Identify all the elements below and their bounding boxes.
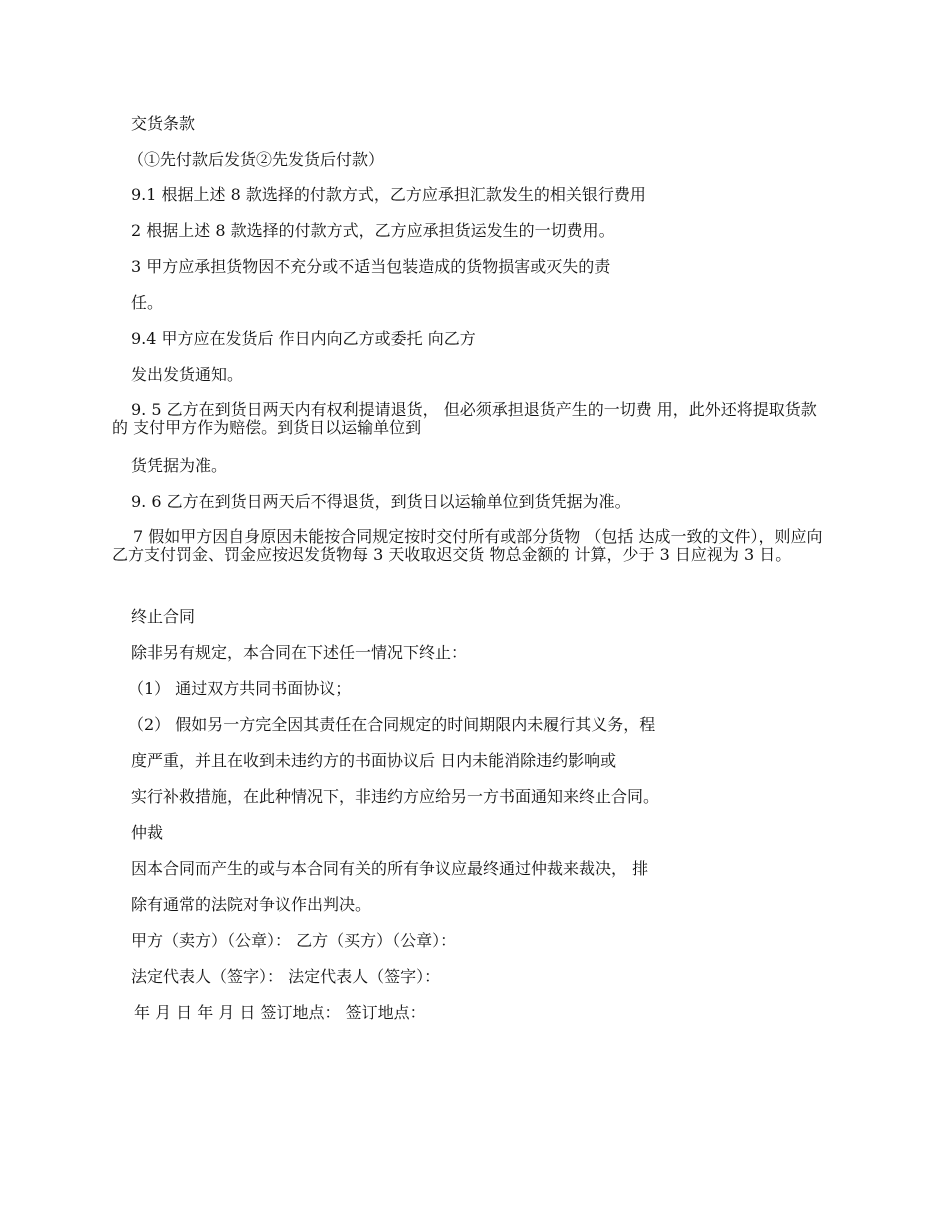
clause-9-3-continuation: 任。 [131, 293, 164, 312]
arbitration-continuation: 除有通常的法院对争议作出判决。 [131, 895, 372, 914]
signature-representative-line: 法定代表人（签字）： 法定代表人（签字）： [131, 967, 441, 986]
heading-delivery-terms: 交货条款 [131, 114, 196, 133]
clause-9-6-text: 9. 6 乙方在到货日两天后不得退货，到货日以运输单位到货凭据为准。 [131, 492, 631, 511]
payment-options-text: （①先付款后发货②先发货后付款） [128, 150, 385, 169]
termination-intro-text: 除非另有规定，本合同在下述任一情况下终止： [131, 643, 468, 662]
heading-termination: 终止合同 [131, 607, 196, 626]
clause-9-2-text: 2 根据上述 8 款选择的付款方式，乙方应承担货运发生的一切费用。 [131, 221, 615, 240]
clause-9-5-text: 9. 5 乙方在到货日两天内有权利提请退货， 但必须承担退货产生的一切费 用，此外还将提取货款的 支付甲方作为赔偿。到货日以运输单位到 [112, 400, 817, 437]
signature-date-place-line: 年 月 日 年 月 日 签订地点： 签订地点： [134, 1003, 426, 1022]
clause-9-3-text: 3 甲方应承担货物因不充分或不适当包装造成的货物损害或灭失的责 [131, 257, 611, 276]
heading-arbitration: 仲裁 [131, 823, 164, 842]
arbitration-text: 因本合同而产生的或与本合同有关的所有争议应最终通过仲裁来裁决， 排 [131, 859, 649, 878]
clause-9-4-text: 9.4 甲方应在发货后 作日内向乙方或委托 向乙方 [131, 329, 476, 348]
termination-item-1: （1） 通过双方共同书面协议； [128, 679, 352, 698]
clause-9-1-text: 9.1 根据上述 8 款选择的付款方式，乙方应承担汇款发生的相关银行费用 [131, 185, 646, 204]
termination-item-2-continuation: 度严重，并且在收到未违约方的书面协议后 日内未能消除违约影响或 [131, 751, 617, 770]
signature-party-line: 甲方（卖方）（公章）： 乙方（买方）（公章）： [131, 931, 457, 950]
clause-9-4-continuation: 发出发货通知。 [131, 365, 244, 384]
clause-9-5-continuation: 货凭据为准。 [131, 456, 228, 475]
clause-9-7-text: 7 假如甲方因自身原因未能按合同规定按时交付所有或部分货物 （包括 达成一致的文件），则应向乙方支付罚金、罚金应按迟发货物每 3 天收取迟交货 物总金额的 计算，少于 3 日应视为 3 日。 [112, 527, 823, 564]
termination-item-2-continuation-2: 实行补救措施，在此种情况下，非违约方应给另一方书面通知来终止合同。 [131, 787, 660, 806]
termination-item-2: （2） 假如另一方完全因其责任在合同规定的时间期限内未履行其义务，程 [128, 715, 656, 734]
